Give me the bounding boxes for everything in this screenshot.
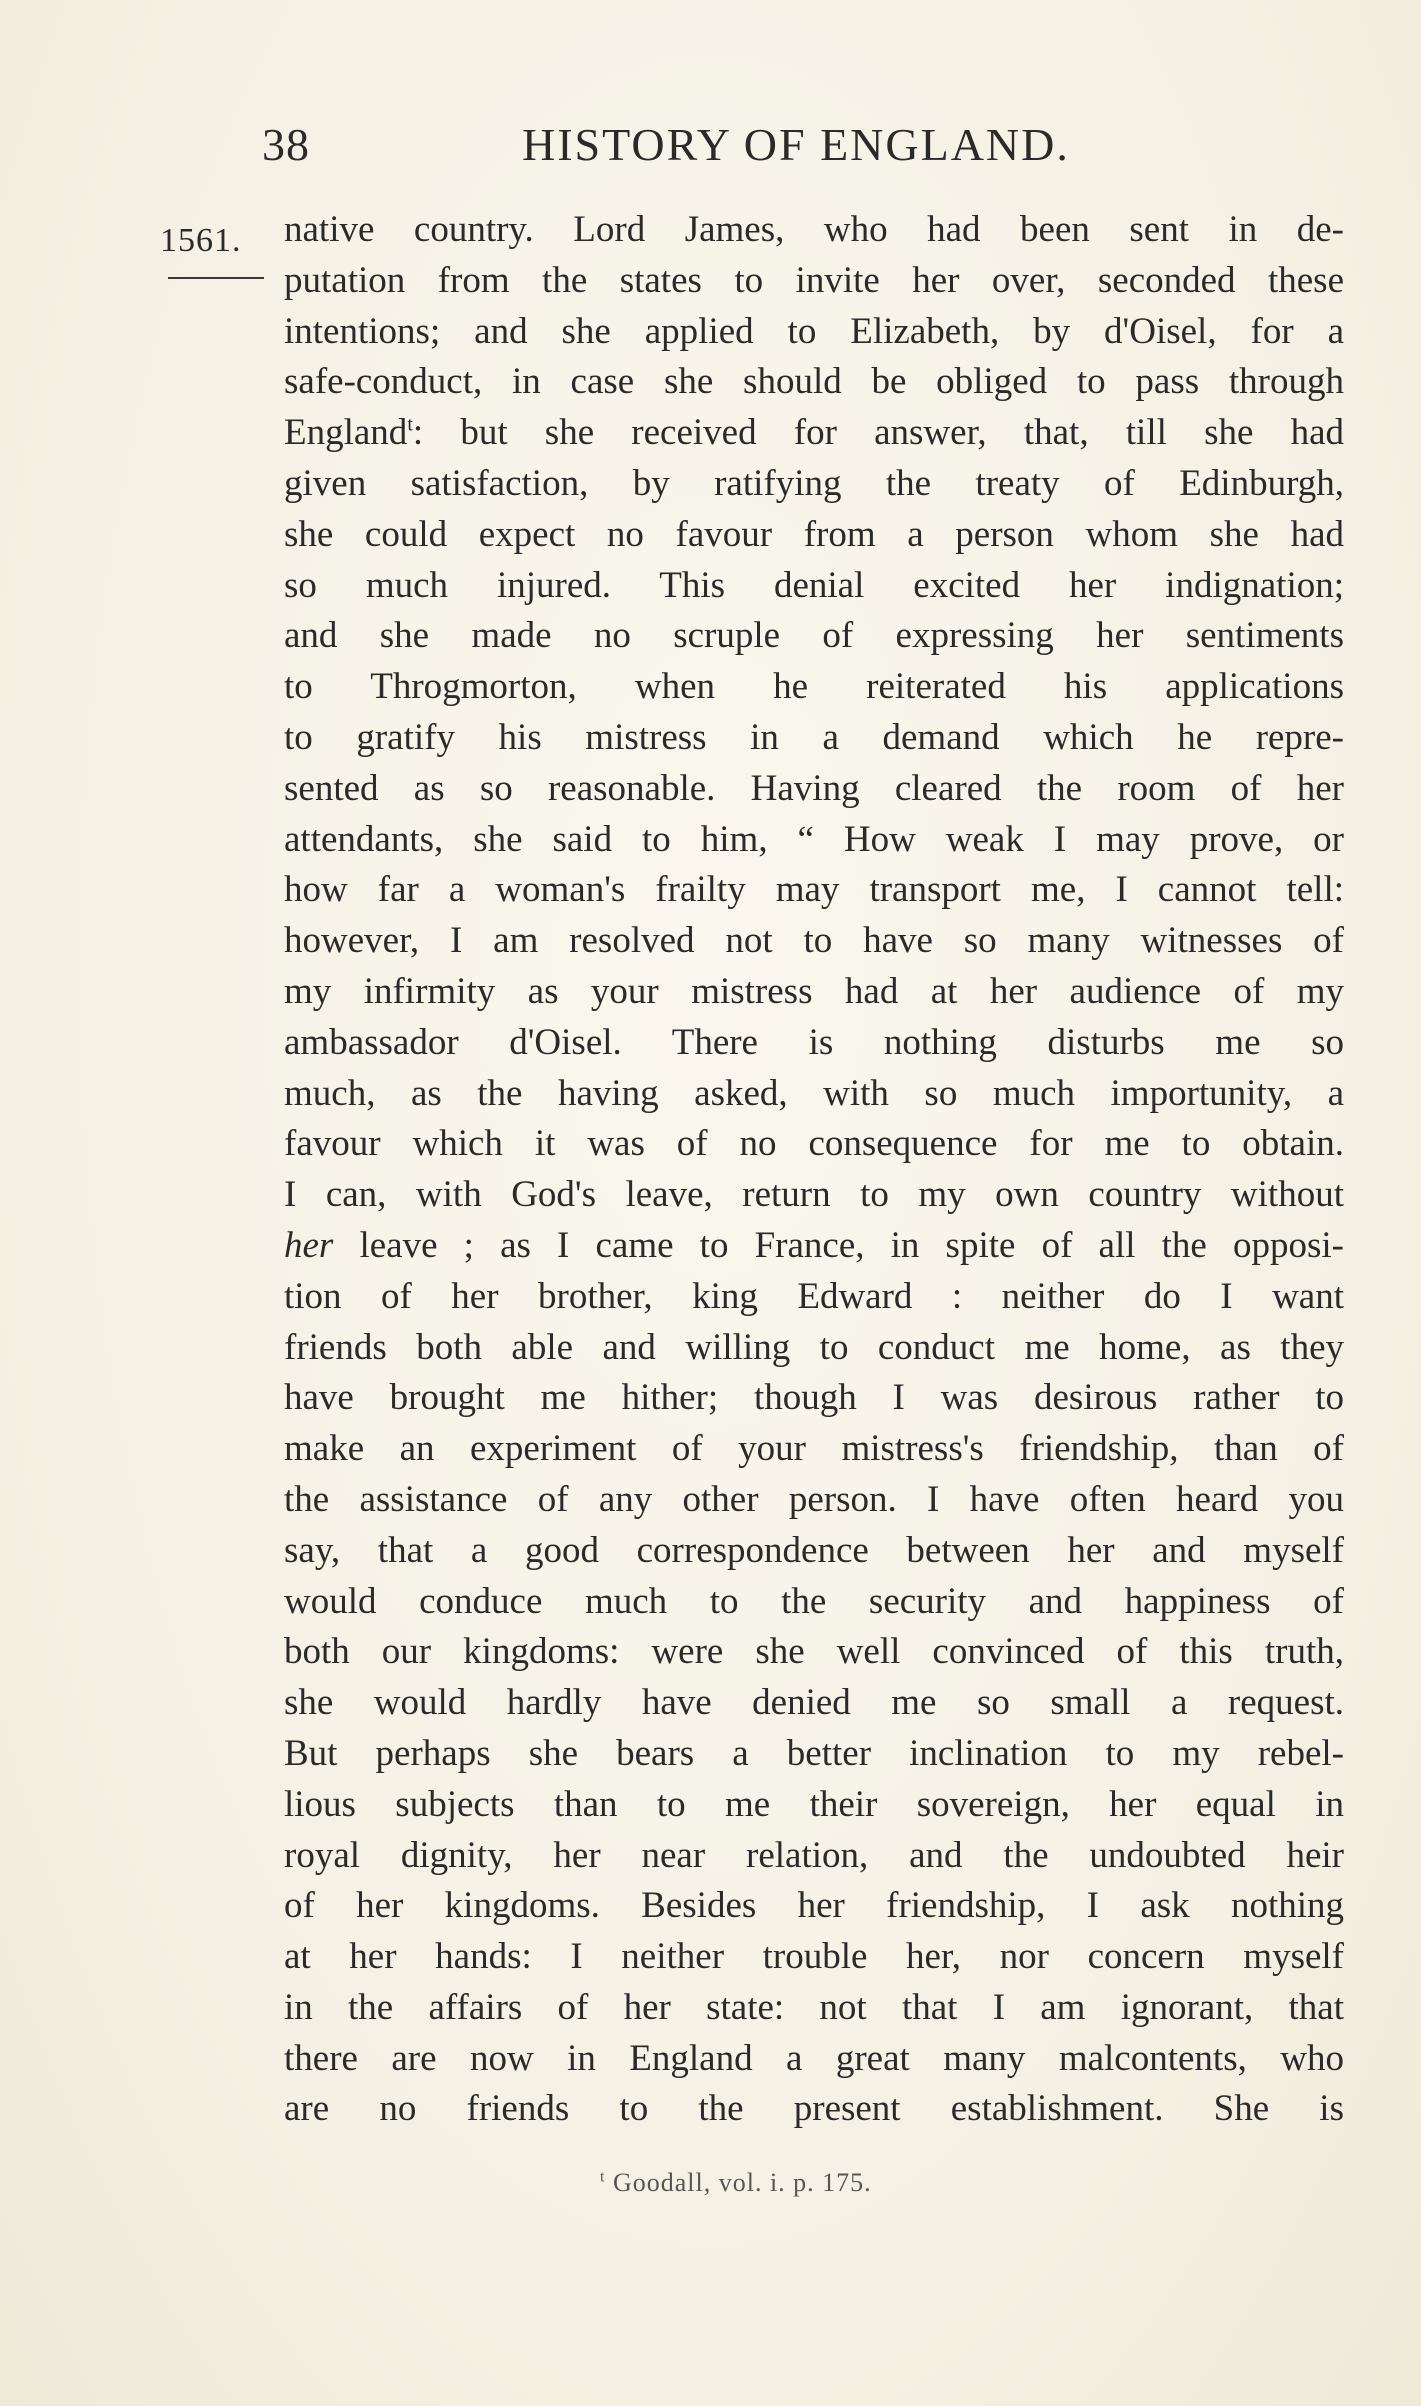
margin-divider (168, 277, 264, 279)
text-line: make an experiment of your mistress's friendship, than of (284, 1428, 1344, 1470)
text-line: there are now in England a great many malcontents, who (284, 2037, 1344, 2079)
text-line: have brought me hither; though I was desirous rather to (284, 1377, 1344, 1419)
footnote-reference: t (407, 413, 413, 436)
text-line: much, as the having asked, with so much importunity, a (284, 1072, 1344, 1114)
text-line: given satisfaction, by ratifying the treaty of Edinburgh, (284, 462, 1344, 504)
running-title: HISTORY OF ENGLAND. (522, 119, 1070, 170)
text-line: the assistance of any other person. I have often heard you (284, 1478, 1344, 1520)
text-line: to gratify his mistress in a demand which he repre- (284, 716, 1344, 758)
page-number: 38 (262, 119, 310, 170)
text-line: putation from the states to invite her over, seconded these (284, 259, 1344, 301)
text-line: so much injured. This denial excited her indignation; (284, 564, 1344, 606)
text-line: say, that a good correspondence between her and myself (284, 1529, 1344, 1571)
text-line: of her kingdoms. Besides her friendship, I ask nothing (284, 1885, 1344, 1927)
margin-year-note: 1561. (160, 222, 242, 259)
text-line: royal dignity, her near relation, and the undoubted heir (284, 1834, 1344, 1876)
text-line: intentions; and she applied to Elizabeth, by d'Oisel, for a (284, 310, 1344, 352)
text-line: at her hands: I neither trouble her, nor concern myself (284, 1936, 1344, 1978)
text-line: safe-conduct, in case she should be obliged to pass through (284, 361, 1344, 403)
text-line: But perhaps she bears a better inclination to my rebel- (284, 1732, 1344, 1774)
text-line: how far a woman's frailty may transport me, I cannot tell: (284, 869, 1344, 911)
text-line: friends both able and willing to conduct me home, as they (284, 1326, 1344, 1368)
text-line: attendants, she said to him, “ How weak I may prove, or (284, 818, 1344, 860)
text-line: would conduce much to the security and happiness of (284, 1580, 1344, 1622)
text-line (284, 408, 1344, 459)
text-line: in the affairs of her state: not that I am ignorant, that (284, 1986, 1344, 2028)
text-line: I can, with God's leave, return to my own country without (284, 1174, 1344, 1216)
text-line: however, I am resolved not to have so many witnesses of (284, 920, 1344, 962)
text-line: lious subjects than to me their sovereign, her equal in (284, 1783, 1344, 1825)
text-line: to Throgmorton, when he reiterated his applications (284, 666, 1344, 708)
text-fragment: England (284, 412, 408, 454)
text-line: ambassador d'Oisel. There is nothing disturbs me so (284, 1021, 1344, 1063)
text-line: tion of her brother, king Edward : neither do I want (284, 1275, 1344, 1317)
text-line: my infirmity as your mistress had at her audience of my (284, 970, 1344, 1012)
text-line (284, 1221, 1344, 1272)
running-head (262, 118, 1112, 178)
text-line: native country. Lord James, who had been sent in de- (284, 209, 1344, 250)
text-line: are no friends to the present establishment. She is (284, 2088, 1344, 2130)
text-line: she would hardly have denied me so small a request. (284, 1682, 1344, 1724)
text-line: she could expect no favour from a person whom she had (284, 513, 1344, 555)
footnote-text: Goodall, vol. i. p. 175. (612, 2168, 872, 2197)
text-line: both our kingdoms: were she well convinced of this truth, (284, 1631, 1344, 1673)
text-line: sented as so reasonable. Having cleared the room of her (284, 767, 1344, 809)
footnote-marker: t (600, 2168, 606, 2186)
text-fragment: : but she received for answer, that, till she had (412, 412, 1344, 454)
text-fragment: leave ; as I came to France, in spite of all the opposi- (333, 1224, 1344, 1266)
italic-word: her (284, 1224, 334, 1266)
footnote (600, 2168, 872, 2198)
body-text (284, 205, 1344, 2135)
text-line: and she made no scruple of expressing her sentiments (284, 615, 1344, 657)
text-line: favour which it was of no consequence for me to obtain. (284, 1123, 1344, 1165)
